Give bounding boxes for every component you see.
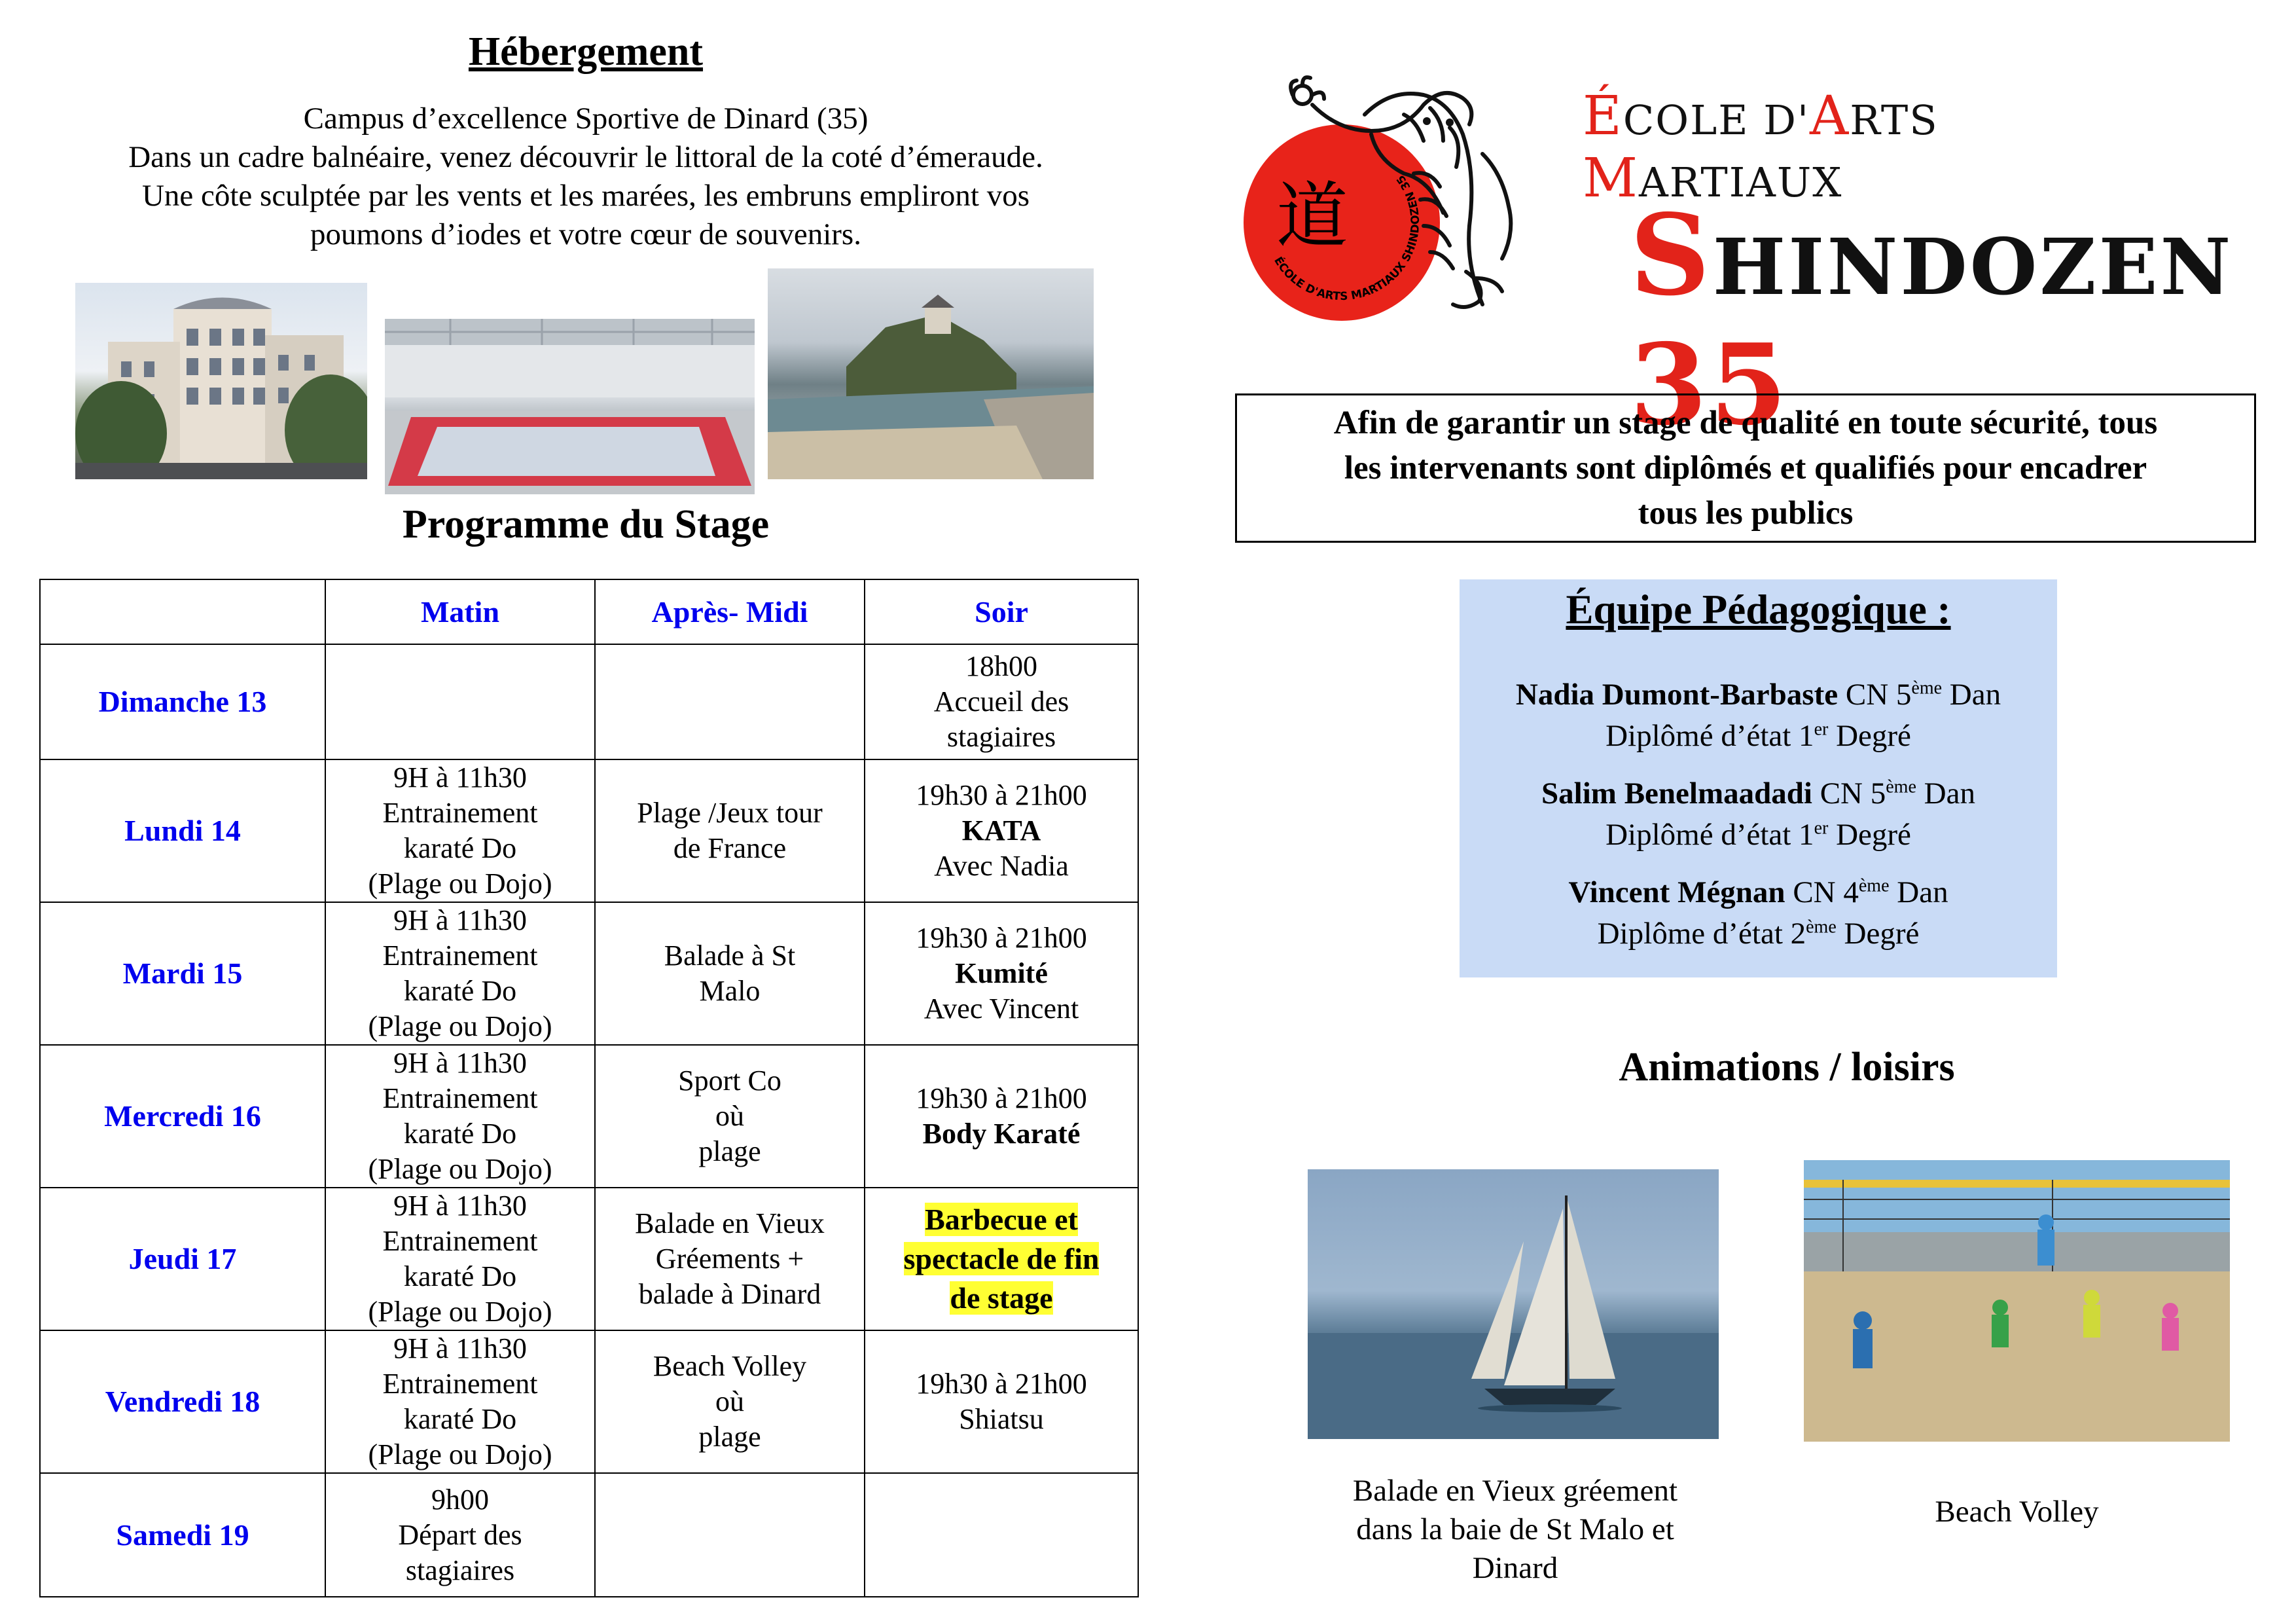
- cell-line: Gréements +: [655, 1243, 804, 1275]
- day-cell: Samedi 19: [40, 1473, 325, 1597]
- cell-line: où: [715, 1100, 744, 1132]
- beach-volley-photo: [1804, 1160, 2230, 1442]
- cell-line: Entrainement: [382, 1368, 538, 1400]
- soir-cell: [865, 1473, 1138, 1597]
- member-name-line: [1460, 872, 2057, 913]
- ecole-letter: É: [1583, 85, 1623, 147]
- cell-line: 9h00: [431, 1483, 489, 1516]
- shindozen-text: HINDOZEN: [1712, 221, 2234, 312]
- member-diploma-line: [1460, 716, 2057, 757]
- member-diploma-end: Degré: [1828, 818, 1911, 852]
- member-diploma-sup: er: [1814, 719, 1829, 740]
- member-diploma-sup: ème: [1806, 917, 1837, 938]
- cell-line: karaté Do: [403, 1260, 517, 1292]
- cell-line: [869, 956, 1134, 991]
- cell-line: 19h30 à 21h00: [916, 1082, 1087, 1114]
- member-diploma-end: Degré: [1836, 917, 1920, 951]
- cell-line: où: [715, 1385, 744, 1417]
- activity-name: Body Karaté: [922, 1118, 1081, 1150]
- soir-cell: [865, 759, 1138, 902]
- cell-line: [869, 1279, 1134, 1318]
- member-diploma: Diplôme d’état 2: [1597, 917, 1806, 951]
- equipe-title: Équipe Pédagogique :: [1566, 587, 1951, 632]
- cell-line: (Plage ou Dojo): [368, 1010, 552, 1042]
- cell-line: Shiatsu: [959, 1403, 1044, 1435]
- team-member: [1460, 674, 2057, 757]
- matin-cell: [325, 1188, 595, 1330]
- matin-cell: [325, 1330, 595, 1473]
- member-grade-sup: ème: [1911, 678, 1943, 699]
- notice-line: Afin de garantir un stage de qualité en toute sécurité, tous: [1333, 405, 2158, 441]
- day-cell: Mercredi 16: [40, 1045, 325, 1188]
- member-grade-end: Dan: [1916, 776, 1975, 811]
- cell-line: Avec Nadia: [934, 850, 1069, 882]
- table-row: [40, 1473, 1138, 1597]
- highlighted-event: spectacle de fin: [903, 1242, 1100, 1275]
- notice-line: tous les publics: [1638, 495, 1854, 532]
- cell-line: Entrainement: [382, 1225, 538, 1257]
- day-cell: Vendredi 18: [40, 1330, 325, 1473]
- member-grade: CN 4: [1785, 875, 1859, 909]
- cell-line: 19h30 à 21h00: [916, 1368, 1087, 1400]
- apres-midi-cell: [595, 759, 865, 902]
- team-member: [1460, 773, 2057, 856]
- campus-building-illustration: [75, 283, 367, 479]
- day-cell: Mardi 15: [40, 902, 325, 1045]
- volley-caption: Beach Volley: [1935, 1495, 2099, 1529]
- cell-line: (Plage ou Dojo): [368, 1153, 552, 1185]
- sailing-boat-photo: [1308, 1169, 1719, 1439]
- cell-line: karaté Do: [403, 975, 517, 1007]
- soir-cell: [865, 1045, 1138, 1188]
- day-cell: Dimanche 13: [40, 644, 325, 759]
- ecole-text: ARTIAUX: [1638, 158, 1843, 206]
- ecole-text: RTS: [1850, 96, 1939, 144]
- cell-line: Balade en Vieux: [635, 1207, 825, 1239]
- tiger-icon: [1273, 75, 1535, 311]
- cell-line: (Plage ou Dojo): [368, 1438, 552, 1470]
- hebergement-line: Campus d’excellence Sportive de Dinard (35): [303, 101, 869, 136]
- cell-line: 9H à 11h30: [393, 1332, 527, 1364]
- cell-line: de France: [673, 832, 787, 864]
- cell-line: Accueil des: [933, 685, 1069, 718]
- soir-cell: [865, 1188, 1138, 1330]
- cell-line: 9H à 11h30: [393, 761, 527, 793]
- cell-line: Départ des: [398, 1518, 522, 1551]
- table-row: [40, 644, 1138, 759]
- apres-midi-cell: [595, 902, 865, 1045]
- soir-cell: [865, 644, 1138, 759]
- table-row: [40, 1330, 1138, 1473]
- member-grade: CN 5: [1838, 678, 1912, 712]
- member-diploma: Diplômé d’état 1: [1605, 818, 1814, 852]
- table-row: [40, 1188, 1138, 1330]
- shindozen-number: 35: [1630, 319, 1790, 450]
- highlighted-event: de stage: [950, 1281, 1053, 1315]
- matin-cell: [325, 1045, 595, 1188]
- campus-building-photo: [75, 283, 367, 479]
- hebergement-line: Dans un cadre balnéaire, venez découvrir le littoral de la coté d’émeraude.: [128, 140, 1043, 174]
- apres-midi-cell: [595, 1330, 865, 1473]
- member-grade-end: Dan: [1942, 678, 2001, 712]
- shindozen-initial: S: [1630, 190, 1713, 321]
- cell-line: karaté Do: [403, 832, 517, 864]
- cell-line: Entrainement: [382, 1082, 538, 1114]
- hebergement-line: poumons d’iodes et votre cœur de souvenirs.: [310, 217, 861, 251]
- cell-line: Plage /Jeux tour: [637, 797, 823, 829]
- ecole-letter: M: [1583, 147, 1639, 210]
- cell-line: stagiaires: [946, 721, 1056, 753]
- equipe-pedagogique-box: [1460, 579, 2057, 977]
- hebergement-title: Hébergement: [468, 29, 704, 74]
- caption-line: dans la baie de St Malo et: [1356, 1512, 1674, 1546]
- table-header-row: [40, 579, 1138, 644]
- cell-line: Avec Vincent: [924, 993, 1079, 1025]
- apres-midi-cell: [595, 644, 865, 759]
- dojo-illustration: [385, 319, 755, 494]
- cell-line: [869, 1116, 1134, 1152]
- apres-midi-cell: [595, 1045, 865, 1188]
- table-row: [40, 902, 1138, 1045]
- member-grade-sup: ème: [1886, 776, 1916, 797]
- member-diploma-line: [1460, 814, 2057, 856]
- caption-line: Dinard: [1472, 1551, 1558, 1585]
- matin-cell: [325, 902, 595, 1045]
- cell-line: Malo: [699, 975, 761, 1007]
- member-name: Vincent Mégnan: [1568, 875, 1785, 909]
- coast-illustration: [768, 268, 1094, 479]
- cell-line: plage: [698, 1135, 761, 1167]
- day-cell: Lundi 14: [40, 759, 325, 902]
- team-member: [1460, 872, 2057, 955]
- cell-line: stagiaires: [405, 1554, 515, 1586]
- cell-line: (Plage ou Dojo): [368, 867, 552, 900]
- table-row: [40, 1045, 1138, 1188]
- member-grade-sup: ème: [1858, 875, 1890, 896]
- quality-notice-box: [1235, 393, 2256, 543]
- member-diploma-sup: er: [1814, 818, 1829, 839]
- coast-photo: [768, 268, 1094, 479]
- ecole-text: COLE D': [1623, 96, 1810, 144]
- cell-line: 9H à 11h30: [393, 1190, 527, 1222]
- column-header-apres-midi: Après- Midi: [595, 579, 865, 644]
- matin-cell: [325, 759, 595, 902]
- cell-line: [869, 813, 1134, 848]
- member-grade: CN 5: [1812, 776, 1886, 811]
- sailing-boat-illustration: [1308, 1169, 1719, 1439]
- apres-midi-cell: [595, 1473, 865, 1597]
- member-diploma: Diplômé d’état 1: [1605, 719, 1814, 753]
- hebergement-line: Une côte sculptée par les vents et les marées, les embruns empliront vos: [141, 179, 1030, 213]
- member-diploma-line: [1460, 913, 2057, 955]
- soir-cell: [865, 1330, 1138, 1473]
- boat-caption: [1302, 1472, 1728, 1588]
- member-name: Nadia Dumont-Barbaste: [1515, 678, 1839, 712]
- cell-line: 9H à 11h30: [393, 904, 527, 936]
- member-name-line: [1460, 773, 2057, 814]
- logo-ring-text: ÉCOLE D'ARTS MARTIAUX SHINDOZEN 35: [1271, 172, 1423, 304]
- soir-cell: [865, 902, 1138, 1045]
- cell-line: plage: [698, 1421, 761, 1453]
- cell-line: Balade à St: [664, 939, 796, 972]
- cell-line: 19h30 à 21h00: [916, 922, 1087, 954]
- cell-line: Entrainement: [382, 797, 538, 829]
- cell-line: [869, 1200, 1134, 1239]
- cell-line: Entrainement: [382, 939, 538, 972]
- dojo-photo: [385, 319, 755, 494]
- animations-title: Animations / loisirs: [1619, 1045, 1955, 1089]
- member-diploma-end: Degré: [1828, 719, 1911, 753]
- cell-line: Beach Volley: [653, 1350, 807, 1382]
- cell-line: karaté Do: [403, 1403, 517, 1435]
- member-name-line: [1460, 674, 2057, 716]
- cell-line: (Plage ou Dojo): [368, 1296, 552, 1328]
- cell-line: 19h30 à 21h00: [916, 779, 1087, 811]
- logo-kanji: 道: [1276, 174, 1348, 258]
- cell-line: 18h00: [965, 650, 1037, 682]
- activity-name: Kumité: [955, 957, 1048, 989]
- matin-cell: [325, 1473, 595, 1597]
- member-name: Salim Benelmaadadi: [1541, 776, 1812, 811]
- member-grade-end: Dan: [1889, 875, 1948, 909]
- apres-midi-cell: [595, 1188, 865, 1330]
- ecole-letter: A: [1810, 85, 1850, 147]
- programme-table: [39, 579, 1139, 1597]
- programme-title: Programme du Stage: [402, 502, 770, 547]
- cell-line: Sport Co: [678, 1065, 781, 1097]
- highlighted-event: Barbecue et: [925, 1203, 1078, 1236]
- matin-cell: [325, 644, 595, 759]
- day-cell: Jeudi 17: [40, 1188, 325, 1330]
- cell-line: karaté Do: [403, 1118, 517, 1150]
- beach-volley-illustration: [1804, 1160, 2230, 1442]
- table-row: [40, 759, 1138, 902]
- hebergement-description: [26, 100, 1145, 254]
- column-header-soir: Soir: [865, 579, 1138, 644]
- notice-line: les intervenants sont diplômés et qualifiés pour encadrer: [1344, 450, 2147, 486]
- activity-name: KATA: [961, 814, 1041, 847]
- column-header-matin: Matin: [325, 579, 595, 644]
- cell-line: balade à Dinard: [638, 1278, 821, 1310]
- cell-line: [869, 1239, 1134, 1279]
- caption-line: Balade en Vieux gréement: [1352, 1474, 1678, 1508]
- cell-line: 9H à 11h30: [393, 1047, 527, 1079]
- column-header: [40, 579, 325, 644]
